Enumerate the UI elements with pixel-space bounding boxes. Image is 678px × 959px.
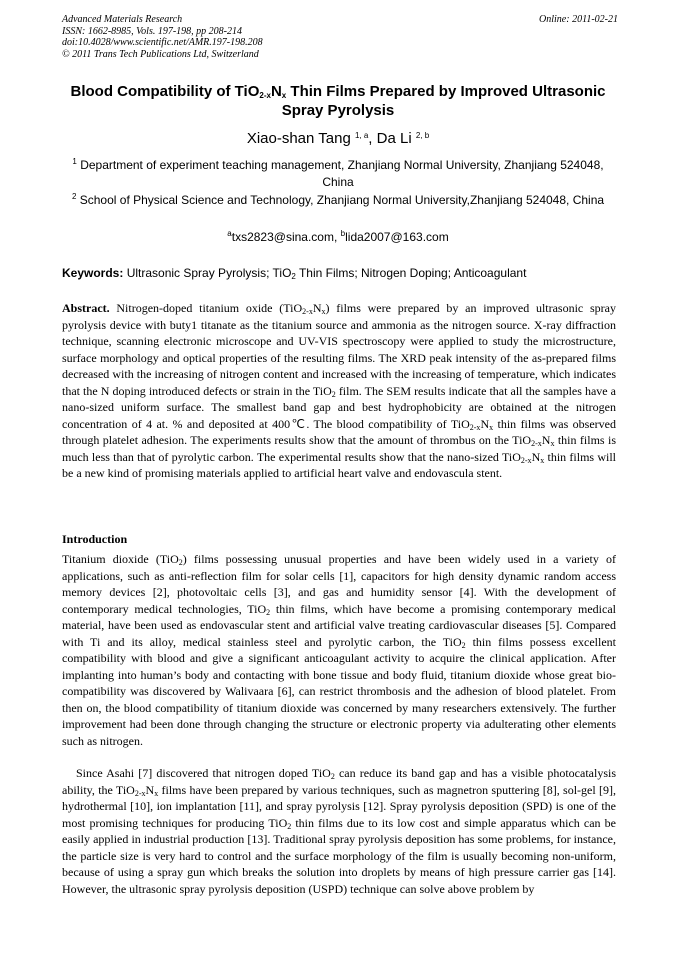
author-emails: $^a$txs2823@sina.com, $^b$lida2007@163.com	[227, 229, 449, 244]
affiliation-1: $^1$ Department of experiment teaching management, Zhanjiang Normal University, Zhanjiang 524048, China	[72, 157, 604, 189]
journal-name: Advanced Materials Research	[62, 14, 183, 25]
author-list: Xiao-shan Tang $^{1, a}$, Da Li $^{2, b}$	[246, 130, 430, 147]
journal-header	[62, 14, 618, 60]
author-name: Da Li	[376, 130, 416, 147]
abstract-label: Abstract.	[62, 301, 110, 315]
issn-line: ISSN: 1662-8985, Vols. 197-198, pp 208-214	[62, 25, 242, 37]
abstract: Abstract. Nitrogen-doped titanium oxide $(TiO_{2-x}N_x)$ films were prepared by an improved ultrasonic spray pyrolysis device with buty1 titanate as the titanium source and ammonia as the nitrogen source. X-ray diffraction technique, scanning electronic microscope and UV-VIS spectroscopy were applied to study the microstructure, surface morphology and optical properties of the resulting films. The XRD peak intensity of the as-prepared films decreased with the increasing of nitrogen content and increased with the increasing of temperature, which indicates that the N doping introduced defects or strain in the TiO$_2$ film. The SEM results indicate that all the samples have a nano-sized uniform surface. The smallest band gap and best hydrophobicity are obtained at the nitrogen concentration of 4 at. % and deposited at 400℃. The blood compatibility of $TiO_{2-x}N_x$ thin films was observed through platelet adhesion. The experiments results show that the amount of thrombus on the $TiO_{2-x}N_x$ thin films is much less than that of pyrolytic carbon. The experimental results show that the nano-sized $TiO_{2-x}N_x$ thin films will be a new kind of promising materials applied to artificial heart valve and endovascula stent.	[62, 301, 616, 480]
section-heading-introduction: Introduction	[62, 532, 128, 546]
affiliation-2: $^2$ School of Physical Science and Technology, Zhanjiang Normal University,Zhanjiang 524048, China	[71, 192, 605, 207]
online-date: Online: 2011-02-21	[539, 14, 618, 25]
keywords-label: Keywords:	[62, 266, 124, 280]
doi-line: doi:10.4028/www.scientific.net/AMR.197-198.208	[62, 37, 263, 48]
paper-title: Blood Compatibility of $TiO_{2-x}N_x$ Thin Films Prepared by Improved Ultrasonic Spray Pyrolysis	[70, 83, 606, 119]
copyright-line: © 2011 Trans Tech Publications Ltd, Switzerland	[62, 48, 259, 60]
author-name: Xiao-shan Tang	[246, 130, 355, 147]
intro-paragraph-2: Since Asahi [7] discovered that nitrogen doped TiO$_2$ can reduce its band gap and has a visible photocatalysis ability, the $TiO_{2-x}N_x$ films have been prepared by various techniques, such as magnetron sputtering [8], sol-gel [9], hydrothermal [10], ion implantation [11], and spray pyrolysis [12]. Spray pyrolysis deposition (SPD) is one of the most promising techniques for producing TiO$_2$ thin films due to its low cost and simple apparatus which can be easily applied in industrial production [13]. Traditional spray pyrolysis deposition has some problems, for instance, the particle size is very hard to control and the surface morphology of the film is usually becoming non-uniform, because of using a spray gun which breaks the solution into droplets by means of high pressure carrier gas [14]. However, the ultrasonic spray pyrolysis deposition (USPD) technique can solve above problem by	[62, 766, 617, 896]
intro-paragraph-1: Titanium dioxide (TiO$_2$) films possessing unusual properties and have been widely used in a variety of applications, such as anti-reflection film for solar cells [1], capacitors for high density dynamic random access memory devices [2], photovoltaic cells [3], and gas and humidity sensor [4]. With the development of contemporary medical technologies, TiO$_2$ thin films, which have become a promising contemporary medical material, have been used as endovascular stent and artificial valve treating cardiovascular diseases [5]. Compared with Ti and its alloy, medical stainless steel and pyrolytic carbon, the TiO$_2$ thin films possess excellent compatibility with blood and give a significant anticoagulant activity to acquire the clinical application. After implanting into human’s body and contacting with bone tissue and body fluid, titanium dioxide whose great bio-compatibility was discovered by Walivaara [6], can restrict thrombosis and the adhesion of blood platelet. From then on, the blood compatibility of titanium dioxide was concerned by many researchers extensively. The further improvement had been done through changing the structure or electronic property via adulterating other elements such as nitrogen.	[62, 552, 617, 748]
keywords: Keywords: Ultrasonic Spray Pyrolysis; TiO$_2$ Thin Films; Nitrogen Doping; Anticoagulant	[62, 266, 527, 281]
